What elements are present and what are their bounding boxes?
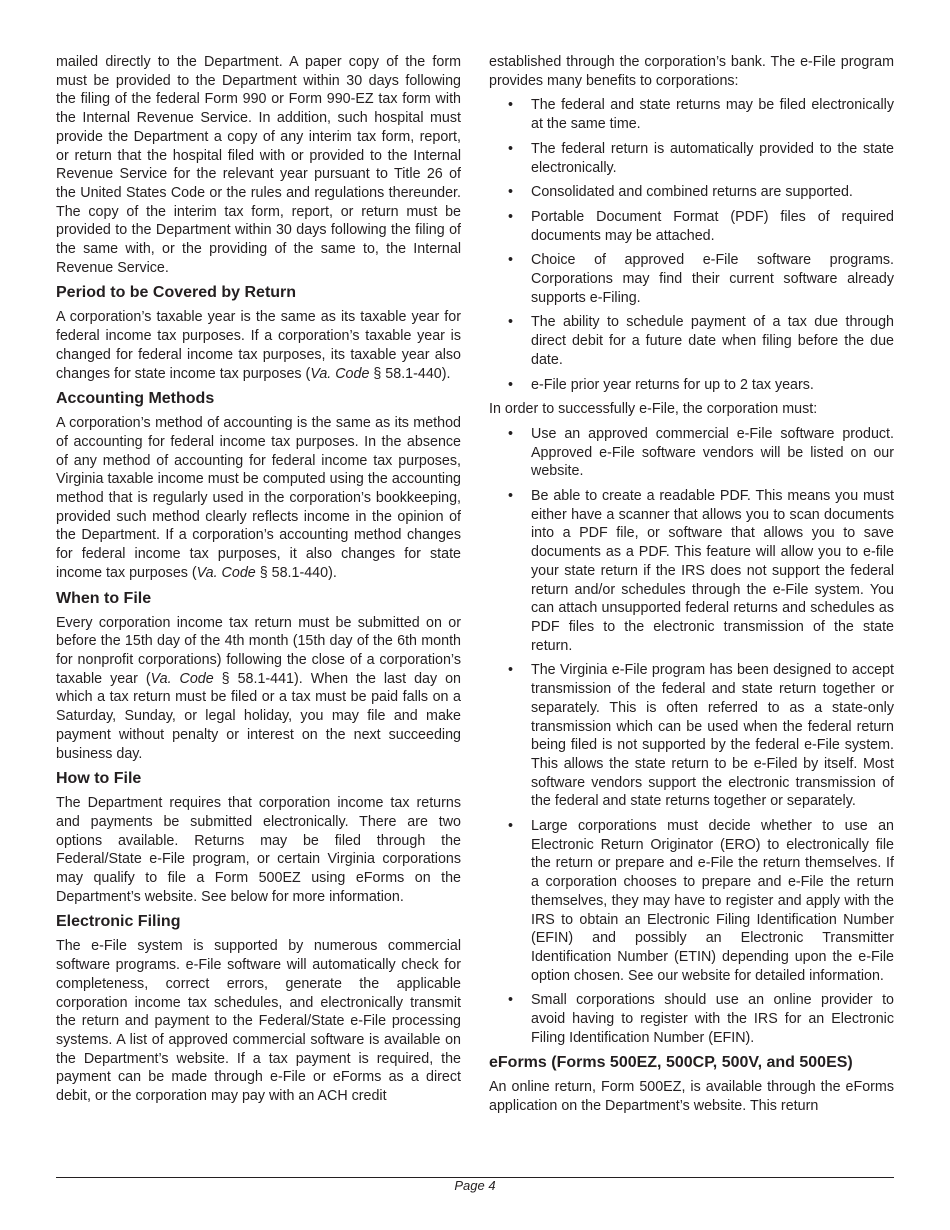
right-column xyxy=(489,53,894,1122)
bullet-icon: • xyxy=(508,818,514,835)
benefits-list xyxy=(489,96,894,394)
list-item: • The federal and state returns may be filed electronically at the same time. xyxy=(508,97,894,133)
list-item: • e-File prior year returns for up to 2 tax years. xyxy=(508,376,814,393)
how-heading: How to File xyxy=(56,770,142,788)
list-item: • The Virginia e-File program has been designed to accept transmission of the federal and state return together or separately. This is often referred to as a state-only transmission which can be used when the federal return being filed is not supported by the federal e-File system. This allows the state return to be e-Filed by itself. Most software vendors support the electronic transmission of the federal and state returns together or separately. xyxy=(508,662,894,810)
how-paragraph: The Department requires that corporation income tax returns and payments be submitted electronically. There are two options available. Returns may be filed through the Federal/State e-File program, or certain Virginia corporations may qualify to file a Form 500EZ using eForms on the Department’s website. See below for more information. xyxy=(56,795,461,905)
bullet-icon: • xyxy=(508,425,514,442)
intro-paragraph: mailed directly to the Department. A paper copy of the form must be provided to the Department within 30 days following the filing of the federal Form 990 or Form 990-EZ tax form with the Internal Revenue Service. In addition, such hospital must provide the Department a copy of any interim tax form, report, or return that the hospital filed with or provided to the Internal Revenue Service for the relevant year pursuant to Title 26 of the United States Code or the rules and regulations thereunder. The copy of the interim tax form, report, or return must be provided to the Department within 30 days following the filing of the same with, or the providing of the same to, the Internal Revenue Service. xyxy=(56,54,461,276)
list-item: • Large corporations must decide whether to use an Electronic Return Originator (ERO) to electronically file the return or prepare and e-File the return themselves. If a corporation chooses to prepare and e-File the return themselves, they may have to register and apply with the IRS to obtain an Electronic Filing Identification Number (EFIN) and possibly an Electronic Transmitter Identification Number (ETIN) depending upon the e-File option chosen. See our website for detailed information. xyxy=(508,818,894,984)
electronic-paragraph: The e-File system is supported by numerous commercial software programs. e-File software will automatically check for completeness, correct errors, generate the applicable corporation income tax schedules, and electronically transmit the return and payment to the Federal/State e-File processing systems. A list of approved commercial software is available on the Department’s website. If a tax payment is required, the payment can be made through e-File or eForms as a direct debit, or the corporation may pay with an ACH credit xyxy=(56,938,461,1105)
list-item: • The federal return is automatically provided to the state electronically. xyxy=(508,140,894,176)
list-item: • Be able to create a readable PDF. This means you must either have a scanner that allows you to scan documents into a PDF file, or software that allows you to save documents as a PDF. This feature will allow you to e-file your state return if the IRS does not support the federal return and/or schedules through the e-File system. You can attach unsupported federal returns and schedules as PDF files to the electronic transmission of the state return. xyxy=(508,488,894,654)
period-heading: Period to be Covered by Return xyxy=(56,284,297,302)
list-item: • Portable Document Format (PDF) files of required documents may be attached. xyxy=(508,208,894,244)
list-item: • Use an approved commercial e-File software product. Approved e-File software vendors will be listed on our website. xyxy=(508,425,894,480)
page-number: Page 4 xyxy=(454,1178,496,1193)
bullet-icon: • xyxy=(508,252,514,269)
electronic-heading: Electronic Filing xyxy=(56,913,181,931)
when-heading: When to File xyxy=(56,589,152,607)
requirements-list xyxy=(489,425,894,1048)
bullet-icon: • xyxy=(508,662,514,679)
period-paragraph: A corporation’s taxable year is the same as its taxable year for federal income tax purposes. If a corporation’s taxable year is changed for federal income tax purposes, its taxable year also changes for state income tax purposes (Va. Code § 58.1-440). xyxy=(56,309,461,382)
bullet-icon: • xyxy=(508,314,514,331)
when-paragraph: Every corporation income tax return must be submitted on or before the 15th day of the 4th month (15th day of the 6th month for nonprofit corporations) following the close of a corporation’s taxable year (Va. Code § 58.1-441). When the last day on which a tax return must be filed or a tax must be paid falls on a Saturday, Sunday, or legal holiday, you may file and make payment without penalty or interest on the next succeeding business day. xyxy=(56,614,461,762)
eforms-heading: eForms (Forms 500EZ, 500CP, 500V, and 500ES) xyxy=(489,1054,853,1072)
eforms-paragraph: An online return, Form 500EZ, is available through the eForms application on the Department’s website. This return xyxy=(489,1079,894,1115)
accounting-heading: Accounting Methods xyxy=(56,390,215,408)
efile-intro-paragraph: established through the corporation’s bank. The e-File program provides many benefits to corporations: xyxy=(489,54,894,89)
bullet-icon: • xyxy=(508,140,514,157)
bullet-icon: • xyxy=(508,184,514,201)
list-item: • Choice of approved e-File software programs. Corporations may find their current software already supports e-Filing. xyxy=(508,252,894,306)
bullet-icon: • xyxy=(508,208,514,225)
bullet-icon: • xyxy=(508,376,514,393)
bullet-icon: • xyxy=(508,97,514,114)
list-item: • Consolidated and combined returns are supported. xyxy=(508,184,853,201)
left-column xyxy=(56,53,461,1112)
list-item: • Small corporations should use an online provider to avoid having to register with the IRS for an Electronic Filing Identification Number (EFIN). xyxy=(508,992,894,1046)
bullet-icon: • xyxy=(508,992,514,1009)
bullet-icon: • xyxy=(508,488,514,505)
accounting-paragraph: A corporation’s method of accounting is the same as its method of accounting for federal income tax purposes. In the absence of any method of accounting for federal income tax purposes, Virginia taxable income must be computed using the accounting method that is regularly used in the corporation’s bookkeeping, provided such method clearly reflects income in the opinion of the Department. If a corporation’s accounting method changes for federal income tax purposes, it also changes for state income tax purposes (Va. Code § 58.1-440). xyxy=(56,415,461,581)
list-item: • The ability to schedule payment of a tax due through direct debit for a future date when filing before the due date. xyxy=(508,314,894,368)
requirements-intro: In order to successfully e-File, the corporation must: xyxy=(489,401,818,418)
